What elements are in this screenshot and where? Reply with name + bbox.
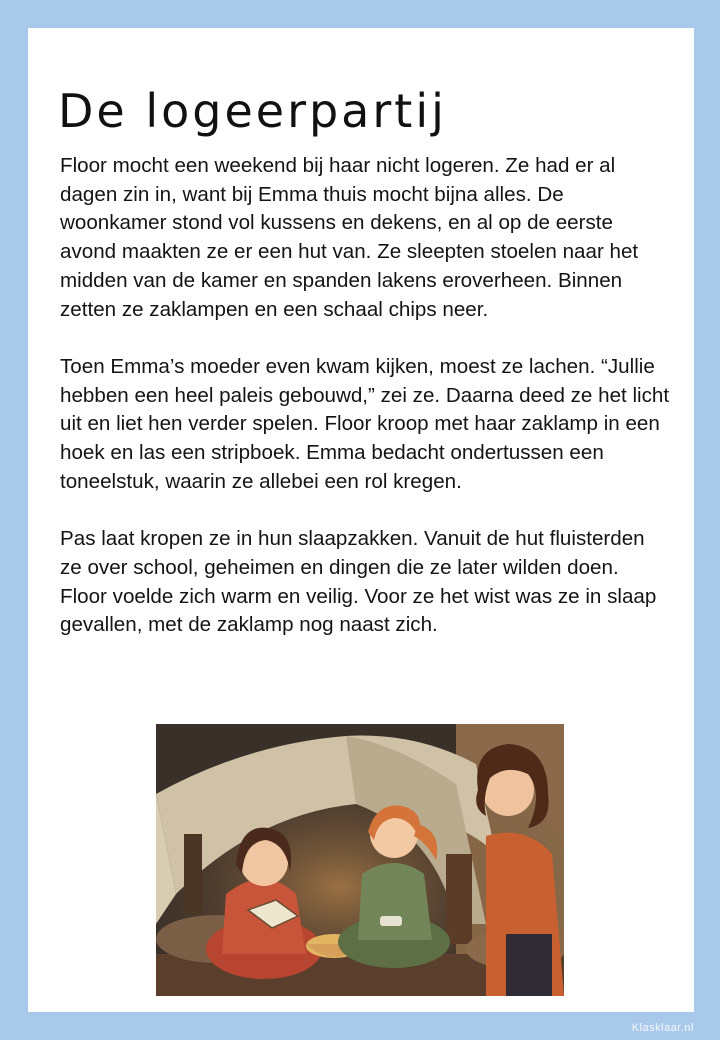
paragraph-1: Floor mocht een weekend bij haar nicht logeren. Ze had er al dagen zin in, want bij Emma thuis mocht bijna alles. De woonkamer stond vol kussens en dekens, en al op de eerste avond maakten ze er een hut van. Ze sleepten stoelen naar het midden van de kamer en spanden lakens eroverheen. Binnen zetten ze zaklampen en een schaal chips neer. bbox=[60, 154, 639, 321]
story-text bbox=[60, 152, 670, 669]
story-illustration bbox=[156, 724, 564, 996]
footer-brand: Klasklaar.nl bbox=[631, 1022, 694, 1034]
paragraph-2: Toen Emma’s moeder even kwam kijken, moest ze lachen. “Jullie hebben een heel paleis gebouwd,” zei ze. Daarna deed ze het licht uit en liet hen verder spelen. Floor kroop met haar zaklamp in een hoek en las een stripboek. Emma bedacht ondertussen een toneelstuk, waarin ze allebei een rol kregen. bbox=[60, 354, 670, 493]
page-title: De logeerpartij bbox=[58, 84, 447, 138]
paragraph-3: Pas laat kropen ze in hun slaapzakken. Vanuit de hut fluisterden ze over school, geheimen en dingen die ze later wilden doen. Floor voelde zich warm en veilig. Voor ze het wist was ze in slaap gevallen, met de zaklamp nog naast zich. bbox=[60, 527, 657, 637]
worksheet-card bbox=[28, 28, 694, 1012]
